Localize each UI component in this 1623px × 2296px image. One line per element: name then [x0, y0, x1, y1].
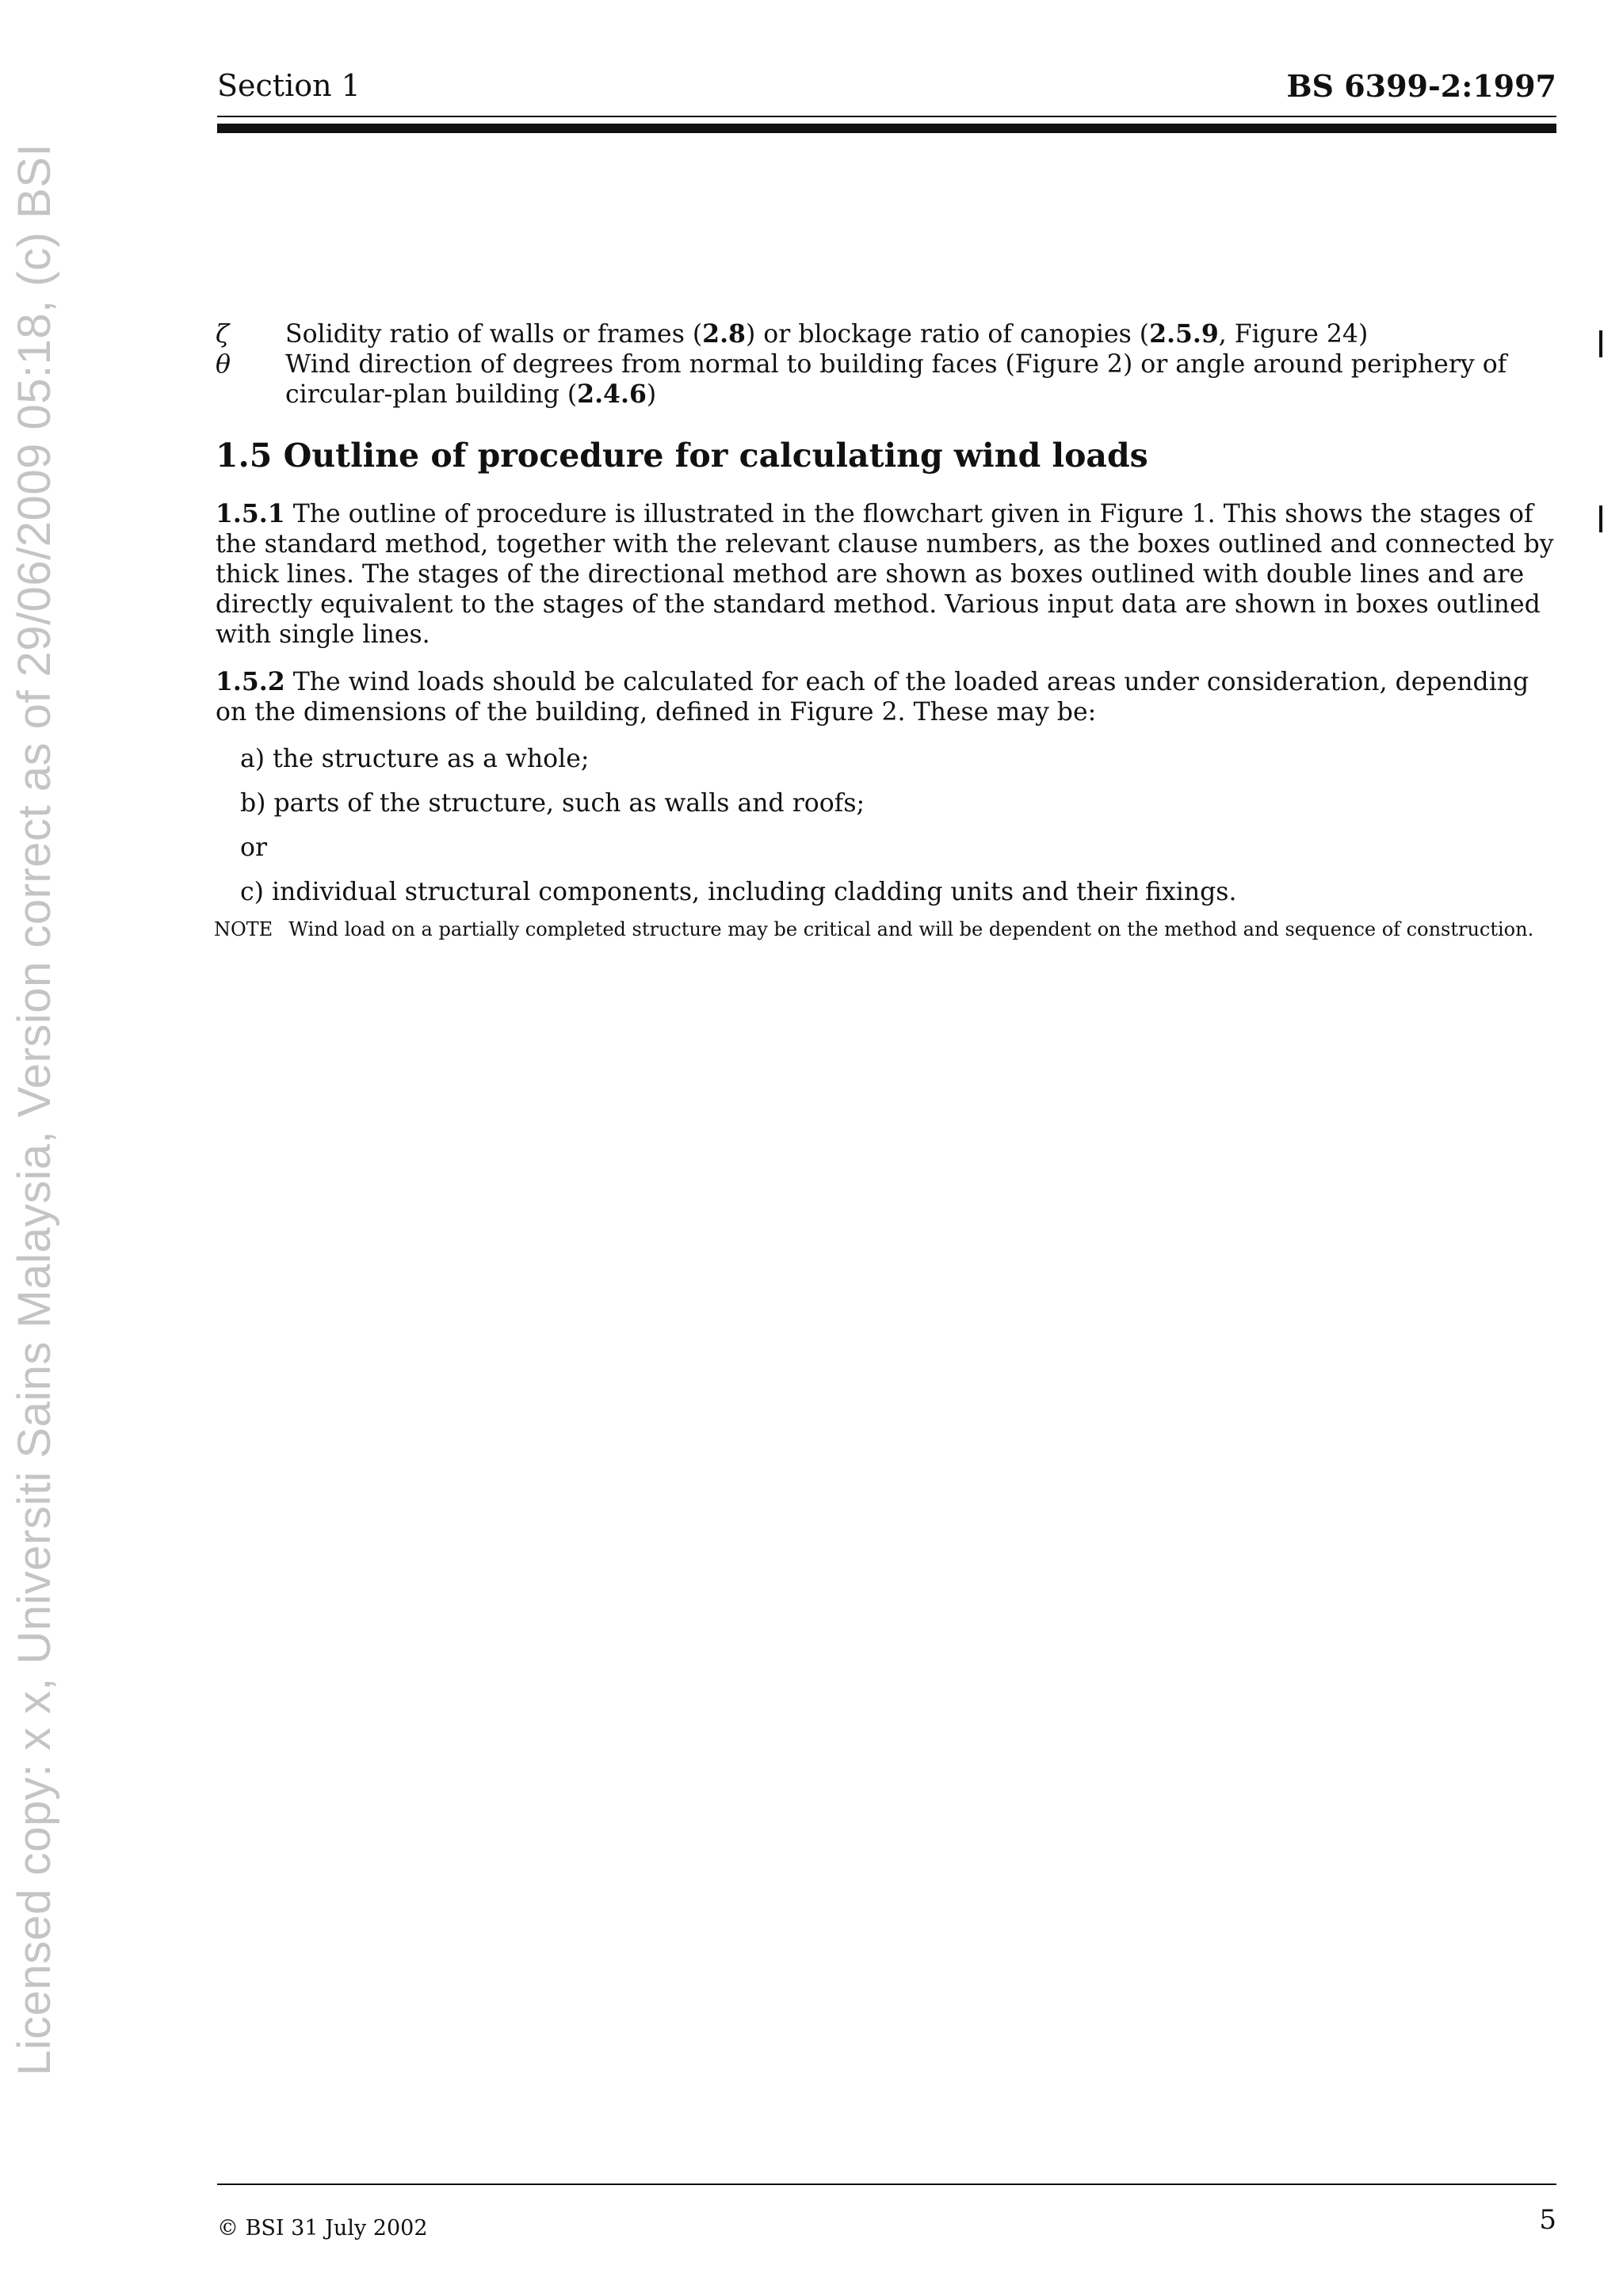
clause-number: 1.5.1 — [216, 499, 285, 528]
license-watermark: Licensed copy: x x, Universiti Sains Malaysia, Version correct as of 29/06/2009 05:18, (c) BSI — [9, 143, 60, 2076]
note — [214, 917, 1553, 942]
clause-number: 1.5.2 — [216, 667, 285, 696]
header-standard-number: BS 6399-2:1997 — [1286, 68, 1556, 104]
change-bar — [1599, 505, 1602, 532]
header-rule-thin — [217, 116, 1556, 117]
page-number: 5 — [1539, 2204, 1556, 2236]
symbol-zeta-definition: Solidity ratio of walls or frames (2.8) or blockage ratio of canopies (2.5.9, Figure 24) — [285, 319, 1369, 349]
clause-ref: 2.4.6 — [577, 379, 647, 409]
paragraph-text: The outline of procedure is illustrated in the flowchart given in Figure 1. This shows the stages of the standard method, together with the relevant clause numbers, as the boxes outlined and connected by thick lines. The stages of the directional method are shown as boxes outlined with double lines and are directly equivalent to the stages of the standard method. Various input data are shown in boxes outlined with single lines. — [216, 500, 1554, 649]
symbol-row-zeta — [216, 319, 1555, 349]
list-item: a) the structure as a whole; — [240, 745, 590, 773]
header-section: Section 1 — [217, 68, 361, 103]
note-text: Wind load on a partially completed structure may be critical and will be dependent on the method and sequence of construction. — [288, 918, 1534, 940]
list-item: c) individual structural components, including cladding units and their fixings. — [240, 878, 1237, 906]
symbol-zeta: ζ — [216, 320, 230, 349]
section-heading: 1.5 Outline of procedure for calculating wind loads — [216, 437, 1148, 475]
paragraph-text: The wind loads should be calculated for each of the loaded areas under consideration, depending on the dimensions of the building, defined in Figure 2. These may be: — [216, 668, 1529, 727]
paragraph-1-5-2 — [216, 667, 1555, 727]
list-item: b) parts of the structure, such as walls and roofs; — [240, 789, 865, 818]
clause-ref: 2.5.9 — [1149, 319, 1219, 349]
clause-ref: 2.8 — [702, 319, 746, 349]
footer-copyright: © BSI 31 July 2002 — [217, 2216, 428, 2241]
change-bar — [1599, 330, 1602, 357]
header-rule-thick — [217, 124, 1556, 133]
symbol-theta: θ — [216, 350, 231, 379]
symbol-theta-definition: Wind direction of degrees from normal to building faces (Figure 2) or angle around periphery of circular-plan building (2.4.6) — [285, 350, 1507, 409]
paragraph-1-5-1 — [216, 499, 1555, 650]
symbol-row-theta — [216, 349, 1555, 410]
footer-rule — [217, 2183, 1556, 2185]
symbol-definitions — [216, 319, 1555, 410]
note-label: NOTE — [214, 918, 273, 940]
list-connector: or — [240, 833, 268, 862]
